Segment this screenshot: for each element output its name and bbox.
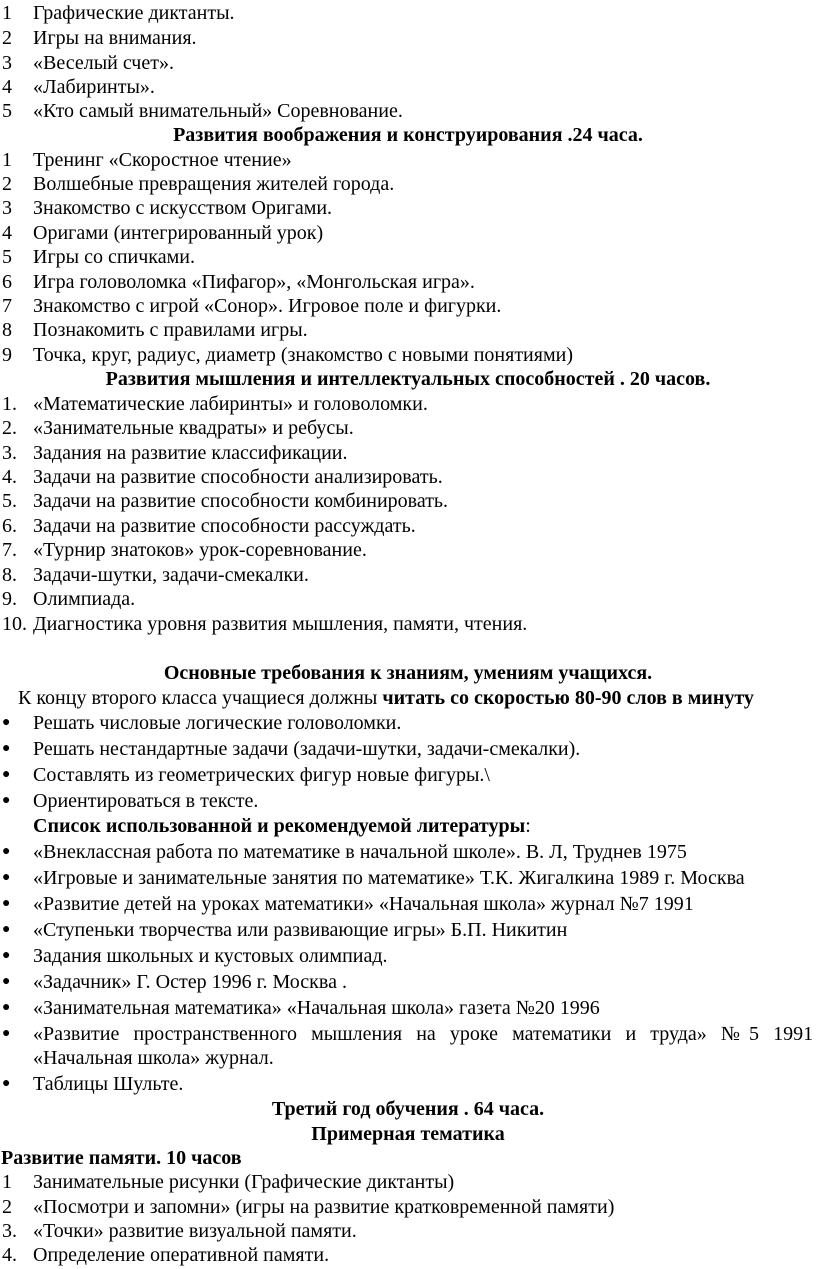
bullet-icon: ● [2, 793, 11, 808]
bullet-icon: ● [2, 1076, 11, 1091]
section-heading: Третий год обучения . 64 часа. [271, 1098, 545, 1120]
list-item [0, 1022, 816, 1046]
bullet-icon: ● [2, 767, 11, 782]
bullet-icon: ● [2, 870, 11, 885]
intro-paragraph: К концу второго класса учащиеся должны читать со скоростью 80-90 слов в минуту [18, 687, 754, 709]
bullet-icon: ● [2, 922, 11, 937]
section-heading: Примерная тематика [311, 1123, 505, 1145]
bullet-icon: ● [2, 844, 11, 859]
section-title: Развитие памяти. 10 часов [1, 1147, 242, 1169]
bullet-icon: ● [2, 741, 11, 756]
section-heading: Развития мышления и интеллектуальных способностей . 20 часов. [105, 368, 711, 390]
justified-line: «Развитие пространственного мышления на уроке математики и труда» №5 1991 [33, 1023, 814, 1045]
bullet-icon: ● [2, 1000, 11, 1015]
literature-heading: Список использованной и рекомендуемой литературы: [33, 815, 531, 837]
bullet-icon: ● [2, 715, 11, 730]
bullet-icon: ● [2, 948, 11, 963]
bullet-icon: ● [2, 1026, 11, 1041]
section-heading: Развития воображения и конструирования .24 часа. [173, 124, 643, 146]
section-heading: Основные требования к знаниям, умениям учащихся. [163, 662, 653, 684]
bullet-icon: ● [2, 896, 11, 911]
bullet-icon: ● [2, 974, 11, 989]
